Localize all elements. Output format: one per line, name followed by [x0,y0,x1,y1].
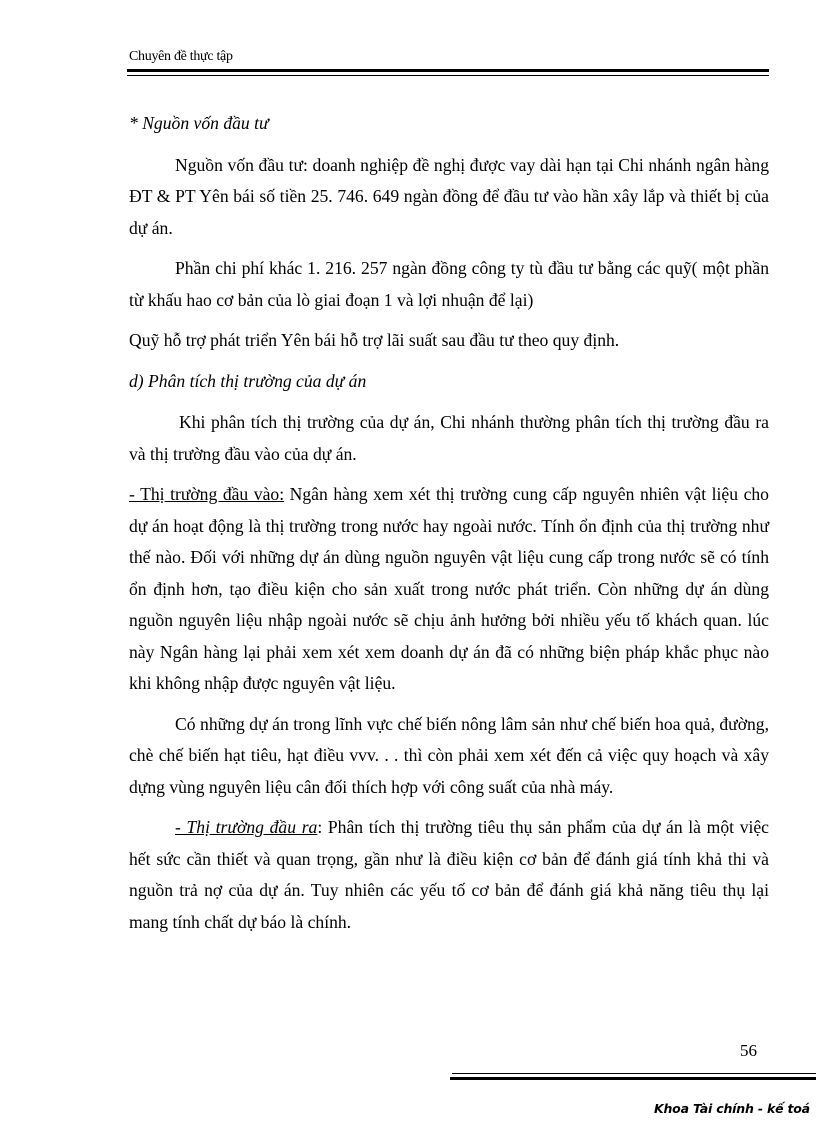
output-market-label: - Thị trường đầu ra [175,817,318,837]
footer-rule-thin [452,1073,816,1074]
output-market-text: : Phân tích thị trường tiêu thụ sản phẩm của dự án là một việc hết sức cần thiết và quan trọng, gần như là điều kiện cơ bản để đánh giá tính khả thi và nguồn trả nợ của dự án. Tuy nhiên các yếu tố cơ bản để đánh giá khả năng tiêu thụ lại mang tính chất dự báo là chính. [129,817,769,932]
document-body [129,108,769,938]
footer-department: Khoa Tài chính - kế toá [654,1101,810,1116]
header-rule-thin [127,75,769,76]
paragraph-market-intro: Khi phân tích thị trường của dự án, Chi nhánh thường phân tích thị trường đầu ra và thị trường đầu vào của dự án. [129,412,769,464]
paragraph-funding-loan: Nguồn vốn đầu tư: doanh nghiệp đề nghị được vay dài hạn tại Chi nhánh ngân hàng ĐT & PT Yên bái số tiền 25. 746. 649 ngàn đồng để đầu tư vào hần xây lắp và thiết bị của dự án. [129,154,769,238]
header-title: Chuyên đề thực tập [129,49,233,64]
page-number: 56 [740,1041,757,1060]
section-heading-market-analysis: d) Phân tích thị trường của dự án [129,370,367,391]
input-market-text: Ngân hàng xem xét thị trường cung cấp nguyên nhiên vật liệu cho dự án hoạt động là thị trường trong nước hay ngoài nước. Tính ổn định của thị trường như thế nào. Đối với những dự án dùng nguồn nguyên vật liệu cung cấp trong nước sẽ có tính ổn định hơn, tạo điều kiện cho sản xuất trong nước phát triển. Còn những dự án dùng nguồn nguyên liệu nhập ngoài nước sẽ chịu ảnh hưởng bởi nhiều yếu tố khách quan. lúc này Ngân hàng lại phải xem xét xem doanh dự án đã có những biện pháp khắc phục nào khi không nhập được nguyên vật liệu. [129,484,769,693]
paragraph-processing: Có những dự án trong lĩnh vực chế biến nông lâm sản như chế biến hoa quả, đường, chè chế biến hạt tiêu, hạt điều vvv. . . thì còn phải xem xét đến cả việc quy hoạch và xây dựng vùng nguyên liệu cân đối thích hợp với công suất của nhà máy. [129,713,769,797]
paragraph-output-market [129,812,769,938]
paragraph-support-fund: Quỹ hỗ trợ phát triển Yên bái hỗ trợ lãi suất sau đầu tư theo quy định. [129,330,620,350]
paragraph-input-market [129,479,769,700]
footer-rule-thick [450,1077,816,1080]
section-heading-funding: * Nguồn vốn đầu tư [129,113,269,133]
input-market-label: - Thị trường đầu vào: [129,484,285,504]
paragraph-other-costs: Phần chi phí khác 1. 216. 257 ngàn đồng công ty tù đầu tư bằng các quỹ( một phần từ khấu hao cơ bản của lò giai đoạn 1 và lợi nhuận để lại) [129,258,769,310]
header-rule-thick [127,69,769,72]
